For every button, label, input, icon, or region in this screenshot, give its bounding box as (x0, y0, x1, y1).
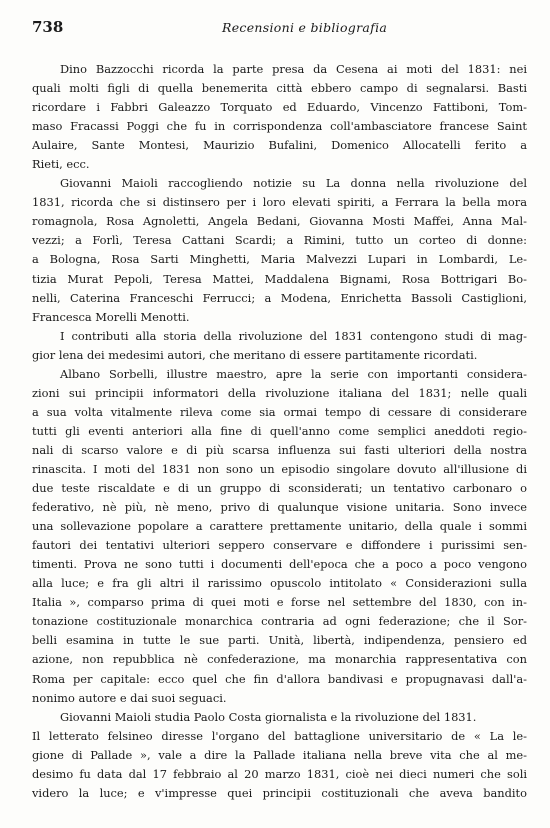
body-text (32, 60, 527, 803)
text-line: Rieti, ecc. (32, 157, 90, 172)
text-line: zioni sui principii informatori della rivoluzione italiana del 1831; nelle quali (32, 385, 527, 400)
text-line: Dino Bazzocchi ricorda la parte presa da Cesena ai moti del 1831: nei (60, 62, 527, 76)
text-line: Giovanni Maioli studia Paolo Costa giornalista e la rivoluzione del 1831. (60, 709, 477, 724)
text-line: gione di Pallade », vale a dire la Pallade italiana nella breve vita che al me- (32, 747, 527, 762)
text-line: nelli, Caterina Franceschi Ferrucci; a Modena, Enrichetta Bassoli Castiglioni, (32, 290, 527, 305)
text-line: fautori dei tentativi ulteriori seppero conservare e diffondere i purissimi sen- (32, 538, 527, 553)
text-line: Giovanni Maioli raccogliendo notizie su La donna nella rivoluzione del (60, 176, 527, 191)
text-line: una sollevazione popolare a carattere prettamente unitario, della quale i sommi (32, 519, 527, 534)
text-line: nonimo autore e dai suoi seguaci. (32, 690, 227, 705)
text-line: 1831, ricorda che si distinsero per i loro elevati spiriti, a Ferrara la bella mora (32, 195, 527, 210)
text-line: I contributi alla storia della rivoluzione del 1831 contengono studi di mag- (60, 328, 527, 343)
text-line: tizia Murat Pepoli, Teresa Mattei, Maddalena Bignami, Rosa Bottrigari Bo- (32, 271, 527, 286)
text-line: a sua volta vitalmente rileva come sia ormai tempo di cessare di considerare (32, 404, 527, 419)
text-line: timenti. Prova ne sono tutti i documenti dell'epoca che a poco a poco vengono (32, 557, 527, 572)
page-header (32, 16, 527, 38)
text-line: federativo, nè più, nè meno, privo di qualunque visione unitaria. Sono invece (32, 500, 527, 515)
text-line: Italia », comparso prima di quei moti e forse nel settembre del 1830, con in- (32, 595, 527, 610)
text-line: desimo fu data dal 17 febbraio al 20 marzo 1831, cioè nei dieci numeri che soli (32, 766, 527, 781)
page-number: 738 (32, 18, 64, 36)
text-line: vezzi; a Forlì, Teresa Cattani Scardi; a Rimini, tutto un corteo di donne: (32, 233, 527, 248)
text-line: gior lena dei medesimi autori, che meritano di essere partitamente ricordati. (32, 347, 478, 362)
text-line: Francesca Morelli Menotti. (32, 309, 190, 324)
text-line: tutti gli eventi anteriori alla fine di quell'anno come semplici aneddoti regio- (32, 423, 527, 438)
text-line: nali di scarso valore e di più scarsa influenza sui fasti ulteriori della nostra (32, 442, 527, 457)
text-line: azione, non repubblica nè confederazione, ma monarchia rappresentativa con (32, 652, 527, 667)
text-line: Aulaire, Sante Montesi, Maurizio Bufalini, Domenico Allocatelli ferito a (32, 138, 527, 153)
text-line: tonazione costituzionale monarchica contraria ad ogni federazione; che il Sor- (32, 614, 527, 629)
text-line: quali molti figli di quella benemerita città ebbero campo di segnalarsi. Basti (32, 81, 527, 96)
text-line: belli esamina in tutte le sue parti. Unità, libertà, indipendenza, pensiero ed (32, 633, 527, 648)
text-line: rinascita. I moti del 1831 non sono un episodio singolare dovuto all'illusione di (32, 461, 527, 476)
text-line: alla luce; e fra gli altri il rarissimo opuscolo intitolato « Considerazioni sulla (32, 576, 527, 591)
text-line: videro la luce; e v'impresse quei principii costituzionali che aveva bandito (32, 785, 527, 800)
text-line: maso Fracassi Poggi che fu in corrispondenza coll'ambasciatore francese Saint (32, 119, 527, 134)
text-line: Il letterato felsineo diresse l'organo del battaglione universitario de « La le- (32, 728, 527, 743)
text-line: romagnola, Rosa Agnoletti, Angela Bedani, Giovanna Mosti Maffei, Anna Mal- (32, 214, 527, 229)
text-line: ricordare i Fabbri Galeazzo Torquato ed Eduardo, Vincenzo Fattiboni, Tom- (32, 100, 527, 115)
text-line: Roma per capitale: ecco quel che fin d'allora bandivasi e propugnavasi dall'a- (32, 671, 527, 686)
text-line: a Bologna, Rosa Sarti Minghetti, Maria Malvezzi Lupari in Lombardi, Le- (32, 252, 527, 267)
text-line: due teste riscaldate e di un gruppo di sconsiderati; un tentativo carbonaro o (32, 481, 527, 496)
text-line: Albano Sorbelli, illustre maestro, apre la serie con importanti considera- (60, 366, 527, 381)
running-title: Recensioni e bibliografia (222, 20, 388, 35)
